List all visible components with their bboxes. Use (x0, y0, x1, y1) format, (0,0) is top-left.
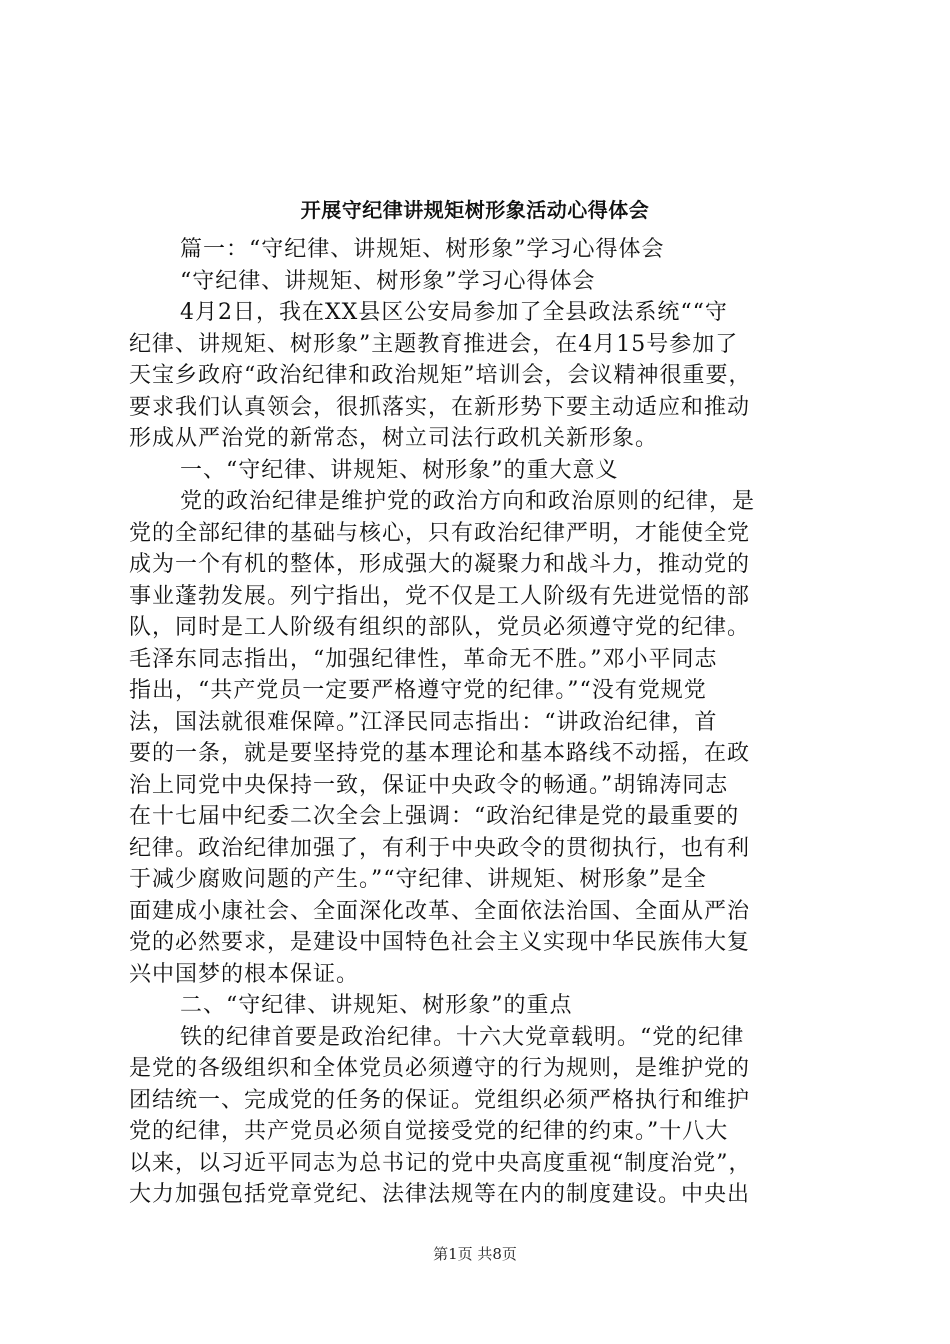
text-line: 在十七届中纪委二次全会上强调：“政治纪律是党的最重要的 (129, 804, 740, 829)
text-line: 4月2日，我在XX县区公安局参加了全县政法系统““守 (180, 300, 728, 325)
text-line: 以来，以习近平同志为总书记的党中央高度重视“制度治党”， (129, 1150, 752, 1176)
text-line: 篇一：“守纪律、讲规矩、树形象”学习心得体会 (180, 237, 665, 262)
text-line: 二、“守纪律、讲规矩、树形象”的重点 (180, 993, 573, 1018)
text-line: “守纪律、讲规矩、树形象”学习心得体会 (180, 268, 596, 294)
text-line: 于减少腐败问题的产生。”“守纪律、讲规矩、树形象”是全 (129, 867, 707, 892)
text-line: 队，同时是工人阶级有组织的部队，党员必须遵守党的纪律。 (129, 615, 751, 640)
document-body (129, 234, 839, 1211)
text-line: 是党的各级组织和全体党员必须遵守的行为规则，是维护党的 (129, 1056, 751, 1081)
text-line: 大力加强包括党章党纪、法律法规等在内的制度建设。中央出 (129, 1182, 751, 1207)
text-line: 天宝乡政府“政治纪律和政治规矩”培训会，会议精神很重要， (129, 363, 752, 388)
text-line: 纪律。政治纪律加强了，有利于中央政令的贯彻执行，也有利 (129, 835, 751, 861)
page-footer: 第1页 共8页 (433, 1245, 517, 1263)
text-line: 一、“守纪律、讲规矩、树形象”的重大意义 (180, 457, 619, 483)
text-line: 党的政治纪律是维护党的政治方向和政治原则的纪律，是 (180, 489, 756, 514)
text-line: 治上同党中央保持一致，保证中央政令的畅通。”胡锦涛同志 (129, 772, 729, 798)
text-line: 团结统一、完成党的任务的保证。党组织必须严格执行和维护 (129, 1087, 751, 1113)
text-line: 要的一条，就是要坚持党的基本理论和基本路线不动摇，在政 (129, 741, 751, 766)
document-title: 开展守纪律讲规矩树形象活动心得体会 (300, 198, 650, 222)
text-line: 要求我们认真领会，很抓落实，在新形势下要主动适应和推动 (129, 394, 751, 420)
text-line: 党的纪律，共产党员必须自觉接受党的纪律的约束。”十八大 (129, 1119, 729, 1144)
text-line: 法，国法就很难保障。”江泽民同志指出：“讲政治纪律，首 (129, 709, 718, 735)
text-line: 事业蓬勃发展。列宁指出，党不仅是工人阶级有先进觉悟的部 (129, 583, 751, 609)
text-line: 党的全部纪律的基础与核心，只有政治纪律严明，才能使全党 (129, 520, 751, 546)
text-line: 指出，“共产党员一定要严格遵守党的纪律。”“没有党规党 (129, 678, 707, 703)
text-line: 形成从严治党的新常态，树立司法行政机关新形象。 (129, 426, 659, 451)
text-line: 纪律、讲规矩、树形象”主题教育推进会，在4月15号参加了 (129, 331, 739, 357)
text-line: 铁的纪律首要是政治纪律。十六大党章载明。“党的纪律 (180, 1024, 745, 1050)
text-line: 党的必然要求，是建设中国特色社会主义实现中华民族伟大复 (129, 930, 751, 955)
text-line: 毛泽东同志指出，“加强纪律性，革命无不胜。”邓小平同志 (129, 646, 718, 672)
text-line: 面建成小康社会、全面深化改革、全面依法治国、全面从严治 (129, 898, 751, 924)
text-line: 兴中国梦的根本保证。 (129, 961, 360, 987)
text-line: 成为一个有机的整体，形成强大的凝聚力和战斗力，推动党的 (129, 552, 751, 577)
